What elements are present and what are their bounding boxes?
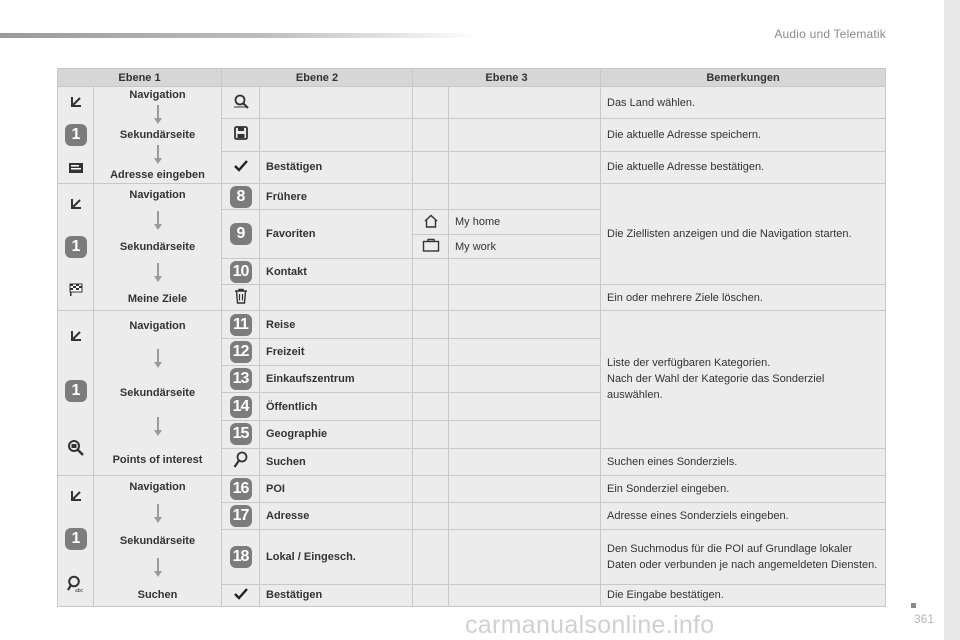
level1-chain <box>94 476 222 607</box>
level2-label: Favoriten <box>260 210 413 259</box>
level2-icon-cell <box>222 210 260 259</box>
level2-label: Geographie <box>260 420 413 448</box>
check-icon <box>234 588 248 600</box>
table-row <box>58 184 886 210</box>
level3-icon-cell <box>413 184 449 210</box>
step-badge: 15 <box>230 423 252 445</box>
level2-icon-cell <box>222 448 260 475</box>
svg-text:abc: abc <box>74 588 83 594</box>
level3-label <box>449 584 601 606</box>
col-header-level3: Ebene 3 <box>413 69 601 87</box>
level3-label <box>449 448 601 475</box>
level2-label: Bestätigen <box>260 151 413 183</box>
down-arrow-icon <box>153 105 163 125</box>
navigation-arrow-icon <box>69 197 83 211</box>
level3-icon-cell <box>413 530 449 584</box>
poi-search-icon <box>67 439 85 457</box>
level2-icon-cell <box>222 366 260 393</box>
navigation-arrow-icon <box>69 329 83 343</box>
trash-icon <box>234 288 248 304</box>
level2-icon-cell <box>222 285 260 311</box>
level2-icon-cell <box>222 339 260 366</box>
level3-icon-cell <box>413 584 449 606</box>
step-badge: 1 <box>65 528 87 550</box>
level2-icon-cell <box>222 87 260 119</box>
level1-icons <box>58 184 94 311</box>
level3-icon-cell <box>413 87 449 119</box>
down-arrow-icon <box>153 504 163 524</box>
level3-icon-cell <box>413 119 449 151</box>
level3-icon-cell <box>413 210 449 235</box>
step-badge: 12 <box>230 341 252 363</box>
level3-label <box>449 366 601 393</box>
level2-icon-cell <box>222 184 260 210</box>
search-icon <box>233 451 249 469</box>
menu-table <box>57 68 886 607</box>
level1-item: Sekundärseite <box>119 129 196 141</box>
step-badge: 16 <box>230 478 252 500</box>
level2-icon-cell <box>222 530 260 584</box>
table-row <box>58 476 886 503</box>
remark-cell: Adresse eines Sonderziels eingeben. <box>601 503 886 530</box>
briefcase-icon <box>422 238 440 252</box>
section-title: Audio und Telematik <box>774 27 886 41</box>
level3-icon-cell <box>413 366 449 393</box>
level2-label: POI <box>260 476 413 503</box>
step-badge: 18 <box>230 546 252 568</box>
step-badge: 1 <box>65 380 87 402</box>
navigation-arrow-icon <box>69 489 83 503</box>
step-badge: 1 <box>65 236 87 258</box>
step-badge: 1 <box>65 124 87 146</box>
level3-label <box>449 503 601 530</box>
col-header-level1: Ebene 1 <box>58 69 222 87</box>
level1-item: Sekundärseite <box>119 386 196 399</box>
level3-label <box>449 530 601 584</box>
down-arrow-icon <box>153 145 163 165</box>
level2-icon-cell <box>222 119 260 151</box>
level3-label <box>449 311 601 339</box>
page-marker <box>911 603 916 608</box>
level3-icon-cell <box>413 476 449 503</box>
level1-item: Navigation <box>129 89 186 101</box>
level2-label: Lokal / Eingesch. <box>260 530 413 584</box>
table-row <box>58 87 886 119</box>
step-badge: 17 <box>230 505 252 527</box>
watermark: carmanualsonline.info <box>465 611 715 639</box>
checkered-flag-icon <box>69 283 83 297</box>
remark-cell: Die aktuelle Adresse bestätigen. <box>601 151 886 183</box>
remark-cell: Suchen eines Sonderziels. <box>601 448 886 475</box>
step-badge: 14 <box>230 396 252 418</box>
level3-label: My home <box>449 210 601 235</box>
step-badge: 10 <box>230 261 252 283</box>
page-edge-strip <box>944 0 960 640</box>
level3-label <box>449 476 601 503</box>
level3-icon-cell <box>413 420 449 448</box>
level1-item: Meine Ziele <box>127 293 188 305</box>
save-icon <box>234 126 248 140</box>
level2-icon-cell <box>222 503 260 530</box>
level2-icon-cell <box>222 311 260 339</box>
col-header-level2: Ebene 2 <box>222 69 413 87</box>
level1-item: Sekundärseite <box>119 241 196 253</box>
level2-label <box>260 119 413 151</box>
level1-chain <box>94 311 222 476</box>
level3-icon-cell <box>413 503 449 530</box>
col-header-remarks: Bemerkungen <box>601 69 886 87</box>
level2-label: Einkaufszentrum <box>260 366 413 393</box>
level2-icon-cell <box>222 259 260 285</box>
level1-item: Points of interest <box>112 454 203 467</box>
level3-icon-cell <box>413 393 449 420</box>
level3-label <box>449 119 601 151</box>
remark-cell: Den Suchmodus für die POI auf Grundlage lokaler Daten oder verbunden je nach angemeldeten Diensten. <box>601 530 886 584</box>
table-row <box>58 311 886 339</box>
top-decor-bar <box>0 33 480 38</box>
home-icon <box>423 214 439 228</box>
level2-label: Frühere <box>260 184 413 210</box>
level3-icon-cell <box>413 259 449 285</box>
level1-item: Suchen <box>137 588 178 601</box>
remark-cell: Ein Sonderziel eingeben. <box>601 476 886 503</box>
level2-icon-cell <box>222 420 260 448</box>
text-search-icon <box>67 575 85 593</box>
level2-icon-cell <box>222 476 260 503</box>
level2-label: Bestätigen <box>260 584 413 606</box>
level1-item: Navigation <box>129 319 186 332</box>
remark-cell: Liste der verfügbaren Kategorien. Nach der Wahl der Kategorie das Sonderziel auswählen. <box>601 311 886 449</box>
level2-label <box>260 285 413 311</box>
remark-cell: Die Ziellisten anzeigen und die Navigation starten. <box>601 184 886 285</box>
step-badge: 13 <box>230 368 252 390</box>
down-arrow-icon <box>153 211 163 231</box>
level2-label: Freizeit <box>260 339 413 366</box>
address-entry-icon <box>68 161 84 175</box>
level2-label: Öffentlich <box>260 393 413 420</box>
level3-label <box>449 87 601 119</box>
level2-label <box>260 87 413 119</box>
remark-cell: Die aktuelle Adresse speichern. <box>601 119 886 151</box>
level1-icons <box>58 311 94 476</box>
level2-label: Kontakt <box>260 259 413 285</box>
step-badge: 9 <box>230 223 252 245</box>
check-icon <box>234 160 248 172</box>
level1-icons <box>58 87 94 184</box>
level3-label: My work <box>449 235 601 259</box>
step-badge: 11 <box>230 314 252 336</box>
level2-icon-cell <box>222 584 260 606</box>
level1-icons <box>58 476 94 607</box>
level2-icon-cell <box>222 393 260 420</box>
navigation-arrow-icon <box>69 95 83 109</box>
level3-label <box>449 285 601 311</box>
level2-icon-cell <box>222 151 260 183</box>
level1-item: Navigation <box>129 481 186 494</box>
level2-label: Adresse <box>260 503 413 530</box>
level3-label <box>449 339 601 366</box>
level3-label <box>449 184 601 210</box>
step-badge: 8 <box>230 186 252 208</box>
level3-icon-cell <box>413 285 449 311</box>
level3-icon-cell <box>413 311 449 339</box>
level2-label: Reise <box>260 311 413 339</box>
level3-label <box>449 420 601 448</box>
table-header-row <box>58 69 886 87</box>
level3-label <box>449 151 601 183</box>
level1-item: Sekundärseite <box>119 534 196 547</box>
level1-chain <box>94 87 222 184</box>
level1-item: Adresse eingeben <box>110 169 205 181</box>
down-arrow-icon <box>153 263 163 283</box>
level3-label <box>449 393 601 420</box>
level3-icon-cell <box>413 235 449 259</box>
page-number: 361 <box>913 612 934 626</box>
level3-icon-cell <box>413 448 449 475</box>
level1-chain <box>94 184 222 311</box>
level3-icon-cell <box>413 151 449 183</box>
remark-cell: Ein oder mehrere Ziele löschen. <box>601 285 886 311</box>
level3-label <box>449 259 601 285</box>
level2-label: Suchen <box>260 448 413 475</box>
down-arrow-icon <box>153 349 163 369</box>
remark-cell: Die Eingabe bestätigen. <box>601 584 886 606</box>
down-arrow-icon <box>153 417 163 437</box>
level1-item: Navigation <box>129 189 186 201</box>
level3-icon-cell <box>413 339 449 366</box>
remark-cell: Das Land wählen. <box>601 87 886 119</box>
down-arrow-icon <box>153 558 163 578</box>
search-map-icon <box>232 93 250 109</box>
